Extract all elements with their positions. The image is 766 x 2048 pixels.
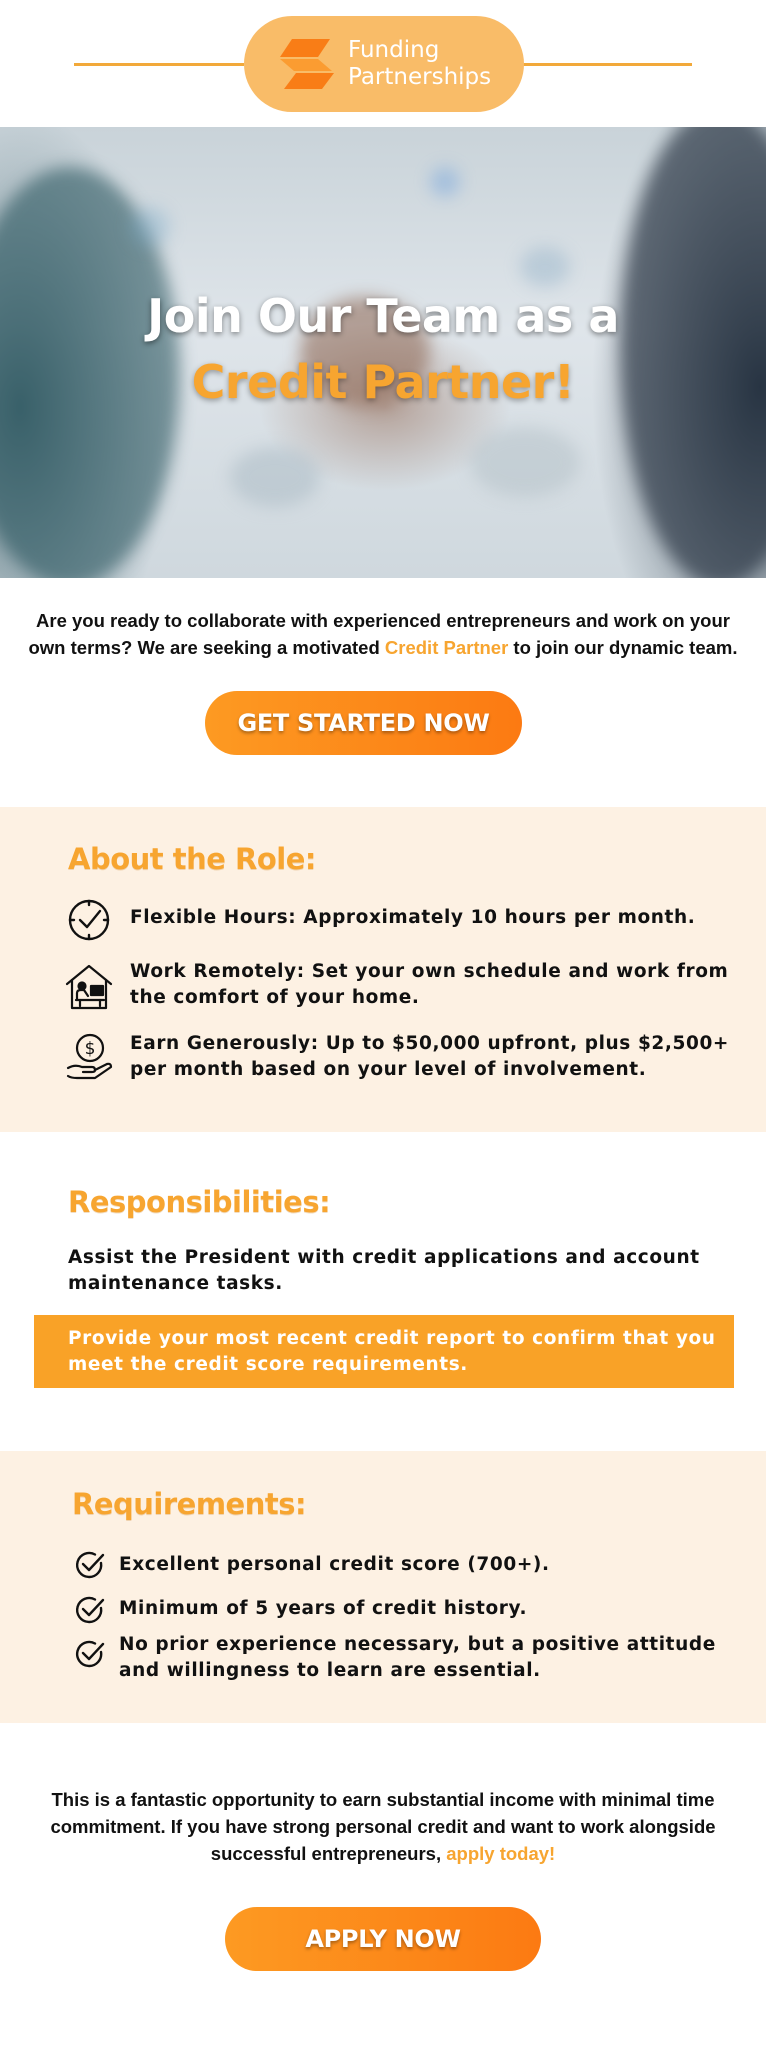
brand-line-2: Partnerships bbox=[348, 64, 492, 90]
callout-text: Provide your most recent credit report to confirm that you meet the credit score requirements. bbox=[68, 1328, 716, 1375]
email-header bbox=[0, 0, 766, 127]
stacked-s-logo-icon bbox=[278, 37, 336, 91]
role-item-2: Work Remotely: Set your own schedule and work from the comfort of your home. bbox=[130, 961, 729, 1008]
check-circle-icon bbox=[74, 1594, 106, 1631]
closing-text: This is a fantastic opportunity to earn substantial income with minimal time commitment. If you have strong personal credit and want to work alongside successful entrepreneurs, bbox=[50, 1789, 716, 1864]
apply-now-button[interactable]: APPLY NOW bbox=[225, 1907, 541, 1971]
hero-banner bbox=[0, 127, 766, 578]
intro-paragraph bbox=[20, 607, 746, 661]
credit-report-callout bbox=[34, 1315, 734, 1388]
svg-text:$: $ bbox=[84, 1039, 96, 1059]
role-item-1: Flexible Hours: Approximately 10 hours per month. bbox=[130, 907, 696, 928]
home-office-icon bbox=[64, 962, 114, 1017]
requirement-item-2: Minimum of 5 years of credit history. bbox=[119, 1598, 528, 1619]
check-circle-icon bbox=[74, 1549, 106, 1586]
intro-text-end: to join our dynamic team. bbox=[508, 637, 738, 658]
brand-logo[interactable] bbox=[244, 16, 524, 112]
apply-today-link[interactable]: apply today! bbox=[446, 1843, 556, 1864]
section-title-requirements: Requirements: bbox=[72, 1487, 307, 1521]
requirements-section bbox=[0, 1451, 766, 1723]
clock-check-icon bbox=[66, 896, 112, 947]
header-divider-right bbox=[520, 63, 692, 66]
closing-paragraph bbox=[40, 1786, 726, 1867]
hero-title-line-1: Join Our Team as a bbox=[147, 289, 619, 343]
section-title-role: About the Role: bbox=[68, 842, 316, 876]
header-divider-left bbox=[74, 63, 244, 66]
intro-text: Are you ready to collaborate with experienced entrepreneurs and work on your own terms? We are seeking a motivated bbox=[28, 610, 730, 658]
intro-highlight: Credit Partner bbox=[384, 637, 509, 658]
check-circle-icon bbox=[74, 1638, 106, 1675]
brand-name bbox=[348, 37, 491, 91]
requirement-item-1: Excellent personal credit score (700+). bbox=[119, 1554, 550, 1575]
about-role-section bbox=[0, 807, 766, 1132]
hero-title-line-2: Credit Partner! bbox=[191, 355, 575, 409]
get-started-button[interactable]: GET STARTED NOW bbox=[205, 691, 522, 755]
role-item-3: Earn Generously: Up to $50,000 upfront, plus $2,500+ per month based on your level of involvement. bbox=[130, 1033, 730, 1080]
brand-line-1: Funding bbox=[348, 37, 440, 63]
money-hand-icon bbox=[65, 1032, 115, 1087]
responsibility-text: Assist the President with credit applications and account maintenance tasks. bbox=[68, 1247, 700, 1294]
requirement-item-3: No prior experience necessary, but a positive attitude and willingness to learn are essential. bbox=[119, 1634, 716, 1681]
section-title-responsibilities: Responsibilities: bbox=[68, 1185, 331, 1219]
